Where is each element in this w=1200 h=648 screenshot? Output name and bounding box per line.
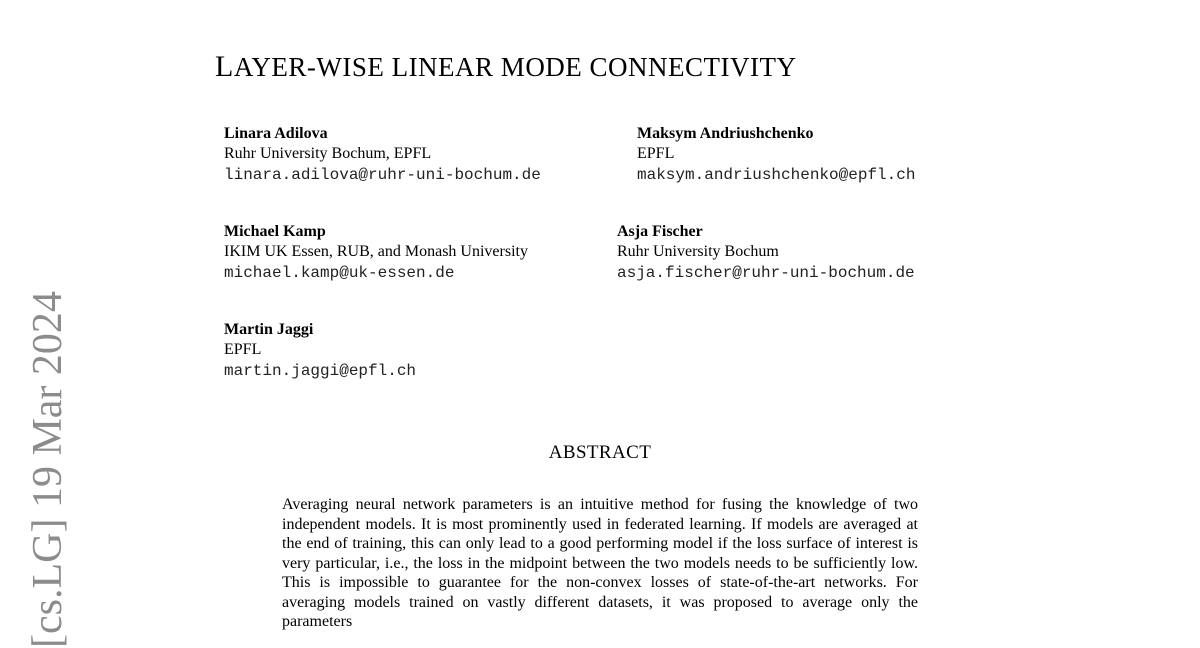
- abstract-heading-text: ABSTRACT: [548, 442, 652, 463]
- author-name: Maksym Andriushchenko: [637, 125, 814, 142]
- author-affiliation: EPFL: [224, 341, 262, 358]
- author-block: [617, 222, 915, 284]
- author-email[interactable]: asja.fischer@ruhr-uni-bochum.de: [617, 264, 915, 282]
- author-email[interactable]: martin.jaggi@epfl.ch: [224, 362, 417, 380]
- paper-title: [215, 50, 797, 84]
- author-email[interactable]: linara.adilova@ruhr-uni-bochum.de: [224, 166, 541, 184]
- author-affiliation: IKIM UK Essen, RUB, and Monash University: [224, 243, 528, 260]
- author-block: [224, 320, 416, 382]
- author-name: Asja Fischer: [617, 223, 703, 240]
- arxiv-stamp: [cs.LG] 19 Mar 2024: [25, 291, 71, 648]
- author-name: Michael Kamp: [224, 223, 326, 240]
- author-affiliation: EPFL: [637, 145, 675, 162]
- author-name: Martin Jaggi: [224, 321, 314, 338]
- author-email[interactable]: michael.kamp@uk-essen.de: [224, 264, 455, 282]
- paper-title-rest: AYER-WISE LINEAR MODE CONNECTIVITY: [233, 52, 797, 82]
- author-block: [224, 222, 528, 284]
- author-block: [224, 124, 541, 186]
- abstract-heading: [0, 442, 1200, 464]
- author-affiliation: Ruhr University Bochum, EPFL: [224, 145, 432, 162]
- author-email[interactable]: maksym.andriushchenko@epfl.ch: [637, 166, 916, 184]
- author-block: [637, 124, 915, 186]
- abstract-body: Averaging neural network parameters is an intuitive method for fusing the knowledge of two independent models. It is most prominently used in federated learning. If models are averaged at the end of training, this can only lead to a good performing model if the loss surface of interest is very particular, i.e., the loss in the midpoint between the two models needs to be sufficiently low. This is impossible to guarantee for the non-convex losses of state-of-the-art networks. For averaging models trained on vastly different datasets, it was proposed to average only the parameters: [282, 496, 918, 630]
- paper-title-first-letter: L: [215, 50, 234, 83]
- author-name: Linara Adilova: [224, 125, 328, 142]
- author-affiliation: Ruhr University Bochum: [617, 243, 779, 260]
